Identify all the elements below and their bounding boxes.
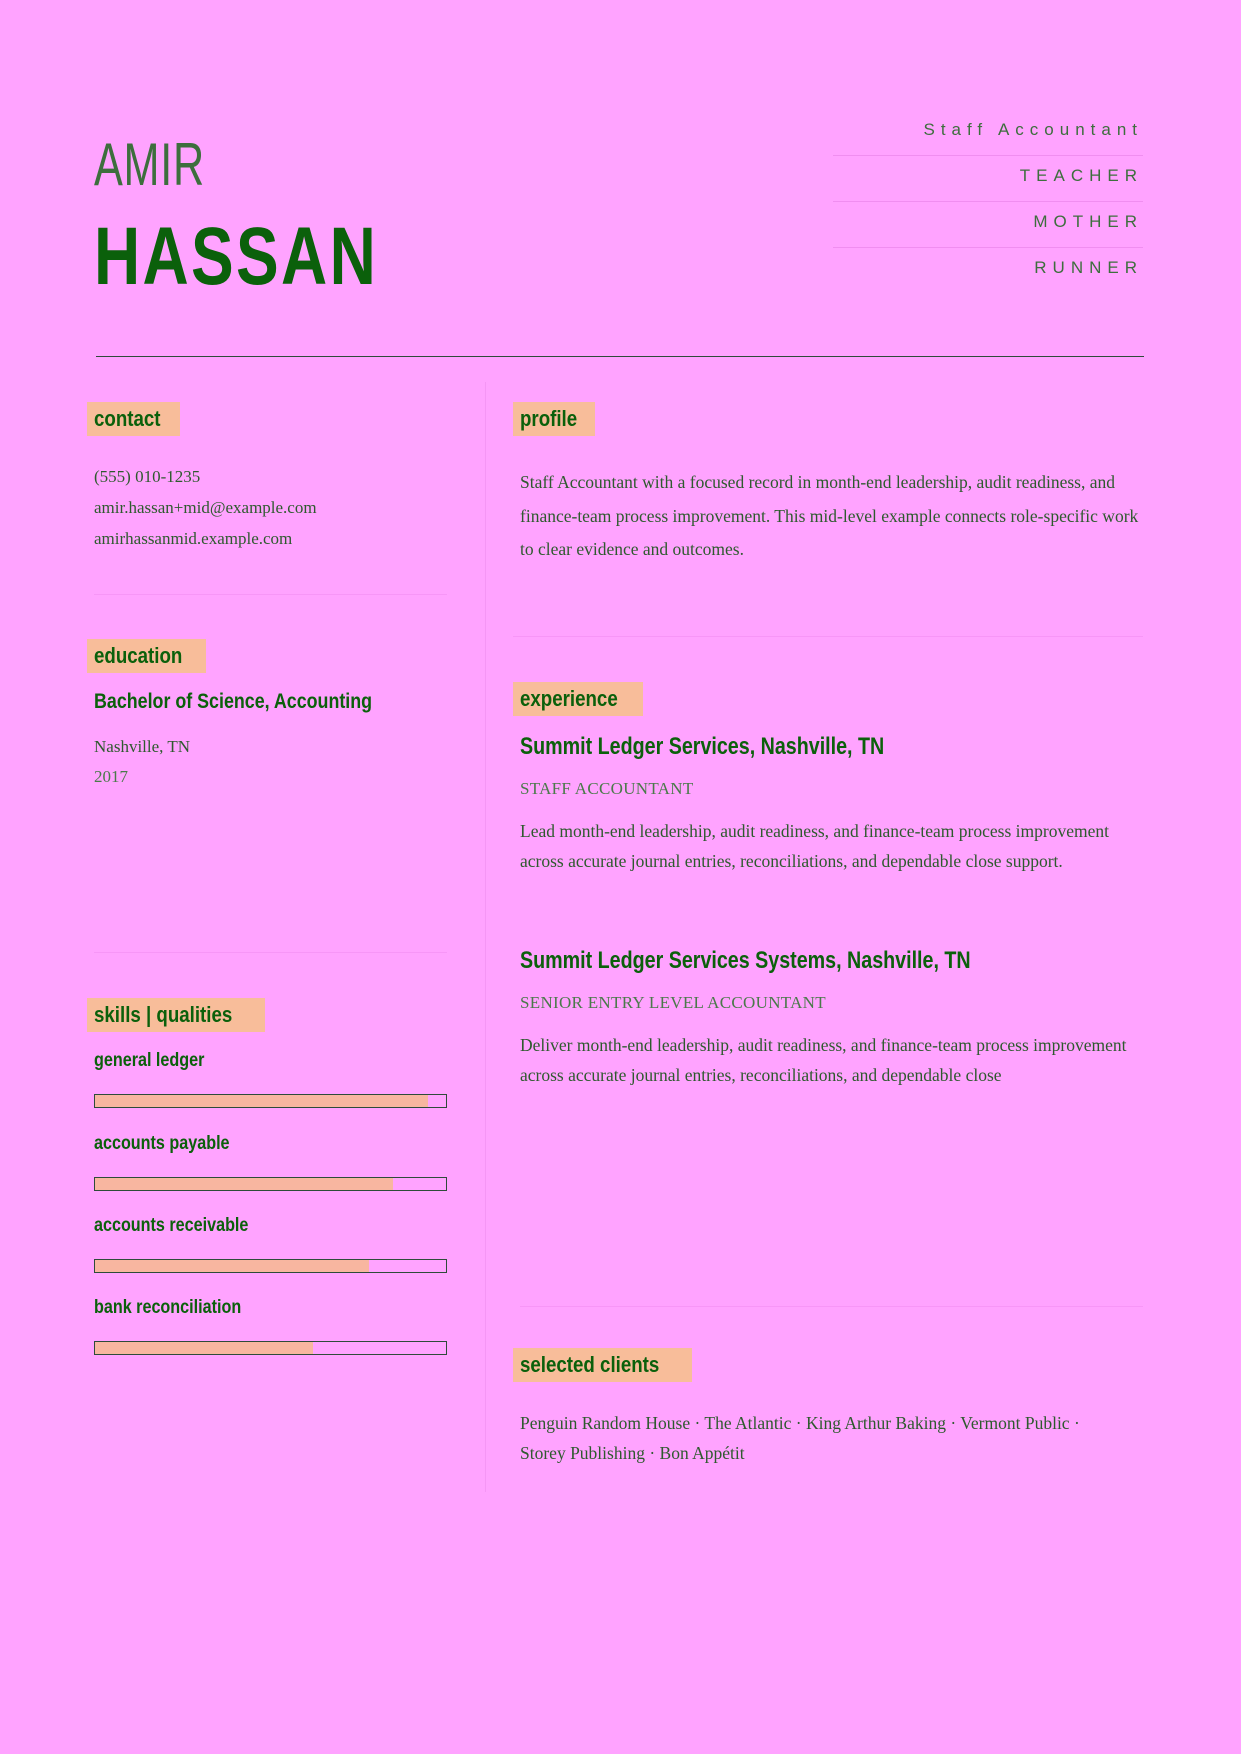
education-heading: education (87, 639, 206, 673)
section-divider (94, 952, 447, 953)
profile-heading: profile (513, 402, 595, 436)
contact-heading: contact (87, 402, 180, 436)
job-title: SENIOR ENTRY LEVEL ACCOUNTANT (520, 993, 826, 1012)
role-item: Staff Accountant (833, 110, 1143, 156)
skill-bar-fill (95, 1342, 313, 1354)
job-company: Summit Ledger Services Systems, Nashville, TN (520, 947, 971, 974)
education-year: 2017 (94, 767, 128, 786)
skill-bar (94, 1259, 447, 1273)
job-description: Deliver month-end leadership, audit readiness, and finance-team process improvement across accurate journal entries, reconciliations, and dependable close (520, 1035, 1127, 1085)
skill-bar (94, 1094, 447, 1108)
skill-label: general ledger (94, 1050, 205, 1071)
column-divider (485, 382, 486, 1492)
section-divider (513, 636, 1143, 637)
first-name: AMIR (94, 131, 205, 198)
skill-label: accounts receivable (94, 1215, 249, 1236)
section-divider (520, 1306, 1143, 1307)
profile-text: Staff Accountant with a focused record in month-end leadership, audit readiness, and finance-team process improvement. This mid-level example connects role-specific work to clear evidence and outcomes. (520, 472, 1139, 559)
header-divider (96, 356, 1144, 357)
degree-title: Bachelor of Science, Accounting (94, 690, 373, 713)
role-list (833, 110, 1143, 294)
experience-heading: experience (513, 682, 643, 716)
email-link[interactable]: amir.hassan+mid@example.com (94, 498, 317, 517)
education-location: Nashville, TN (94, 737, 191, 756)
website-link[interactable]: amirhassanmid.example.com (94, 529, 293, 548)
last-name: HASSAN (94, 211, 379, 302)
phone-text: (555) 010-1235 (94, 467, 201, 486)
role-item: TEACHER (833, 156, 1143, 202)
skill-label: bank reconciliation (94, 1297, 242, 1318)
skill-bar-fill (95, 1178, 393, 1190)
skill-bar (94, 1177, 447, 1191)
job-description: Lead month-end leadership, audit readiness, and finance-team process improvement across accurate journal entries, reconciliations, and dependable close support. (520, 821, 1109, 871)
skill-bar-fill (95, 1260, 369, 1272)
role-item: RUNNER (1034, 258, 1143, 277)
skill-label: accounts payable (94, 1133, 230, 1154)
skill-bar-fill (95, 1095, 428, 1107)
contact-info (94, 461, 317, 554)
role-item: MOTHER (833, 202, 1143, 248)
skill-bar (94, 1341, 447, 1355)
skills-heading: skills | qualities (87, 998, 265, 1032)
clients-list: Penguin Random House · The Atlantic · King Arthur Baking · Vermont Public · Storey Publishing · Bon Appétit (520, 1413, 1080, 1463)
section-divider (94, 594, 447, 595)
clients-heading: selected clients (513, 1348, 692, 1382)
job-company: Summit Ledger Services, Nashville, TN (520, 733, 885, 760)
job-title: STAFF ACCOUNTANT (520, 779, 694, 798)
